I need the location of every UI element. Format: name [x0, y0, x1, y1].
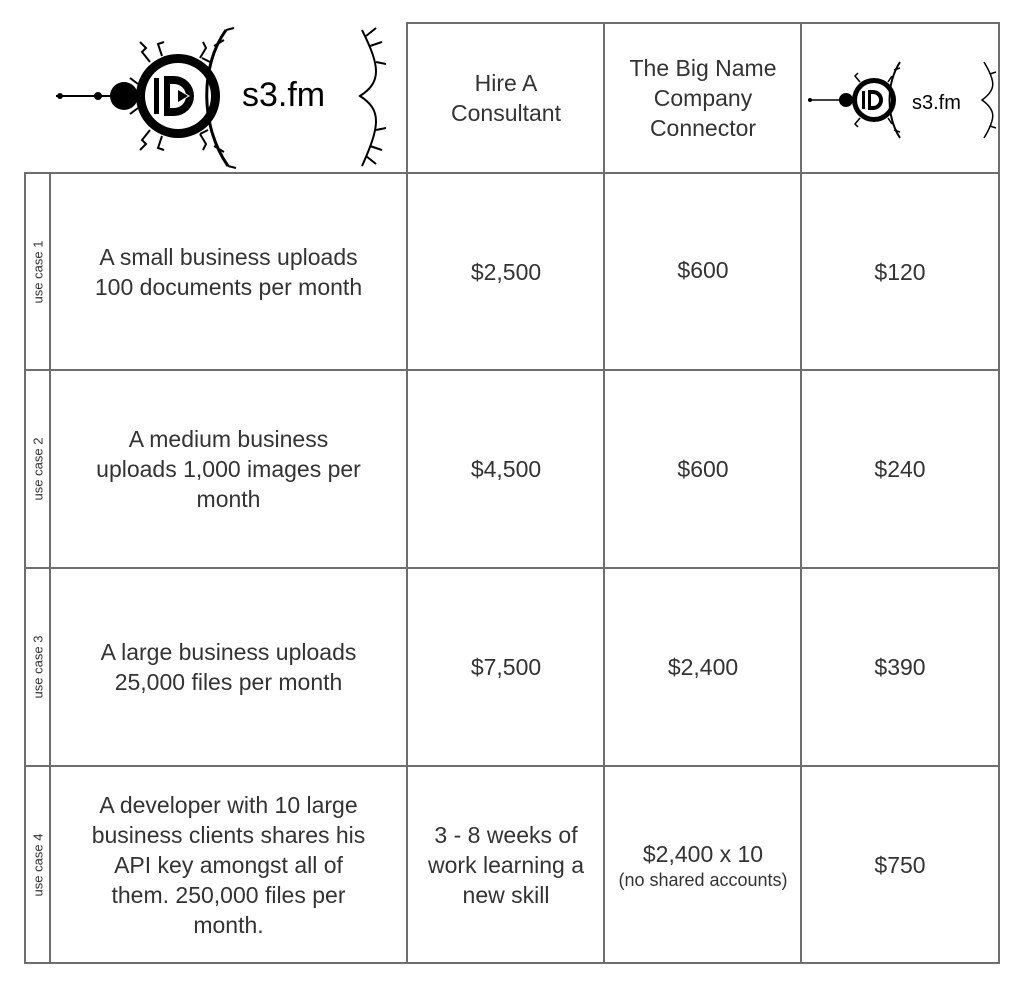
- use-case-description-2: [49, 369, 408, 569]
- header-s3fm: [800, 22, 1000, 174]
- consultant-cost-3: [406, 567, 606, 767]
- header-big-name-company-label: The Big Name Company Connector: [629, 55, 777, 141]
- cost-value: $240: [874, 456, 926, 482]
- use-case-label-text: use case 3: [30, 635, 45, 699]
- use-case-description-1: [49, 172, 408, 371]
- cost-value: $750: [874, 851, 926, 878]
- cost-value: $2,400: [667, 654, 739, 680]
- fractal-logo-icon: [804, 60, 998, 140]
- cost-note: (no shared accounts): [618, 869, 788, 890]
- cost-value: $2,400 x 10: [642, 840, 764, 867]
- big-name-cost-1: [603, 172, 803, 371]
- s3fm-cost-2: [800, 369, 1000, 569]
- use-case-label-text: use case 1: [30, 240, 45, 303]
- use-case-label-4: [24, 765, 51, 964]
- use-case-label-1: [24, 172, 51, 371]
- s3fm-logo-large: [50, 26, 400, 170]
- consultant-cost-4: [406, 765, 606, 964]
- s3fm-cost-4: [800, 765, 1000, 964]
- fractal-logo-icon: [50, 26, 400, 170]
- use-case-label-2: [24, 369, 51, 569]
- use-case-description-3: [49, 567, 408, 767]
- cost-value: $120: [874, 258, 926, 285]
- header-big-name-company: [603, 22, 803, 174]
- big-name-cost-4: [603, 765, 803, 964]
- consultant-cost-1: [406, 172, 606, 371]
- use-case-label-text: use case 4: [30, 833, 45, 896]
- cost-value: $600: [677, 456, 729, 482]
- brand-name: s3.fm: [242, 76, 326, 114]
- header-hire-consultant: [406, 22, 606, 174]
- header-hire-consultant-label: Hire A Consultant: [451, 70, 561, 126]
- use-case-label-text: use case 2: [30, 437, 45, 501]
- description-text: A small business uploads 100 documents per month: [94, 243, 363, 300]
- header-s3fm-brand: s3.fm: [912, 92, 961, 114]
- cost-value: $2,500: [470, 258, 542, 285]
- cost-value: $390: [874, 654, 926, 680]
- use-case-description-4: [49, 765, 408, 964]
- description-text: A developer with 10 large business clients shares his API key amongst all of them. 250,000 files per month.: [91, 791, 366, 938]
- use-case-label-3: [24, 567, 51, 767]
- description-text: A large business uploads 25,000 files per month: [100, 639, 357, 695]
- cost-value: $600: [677, 256, 729, 283]
- big-name-cost-2: [603, 369, 803, 569]
- cost-value: $7,500: [470, 654, 542, 680]
- cost-value: $4,500: [470, 456, 542, 482]
- cost-value: 3 - 8 weeks of work learning a new skill: [428, 821, 584, 908]
- s3fm-cost-3: [800, 567, 1000, 767]
- description-text: A medium business uploads 1,000 images per month: [96, 426, 361, 512]
- consultant-cost-2: [406, 369, 606, 569]
- s3fm-cost-1: [800, 172, 1000, 371]
- big-name-cost-3: [603, 567, 803, 767]
